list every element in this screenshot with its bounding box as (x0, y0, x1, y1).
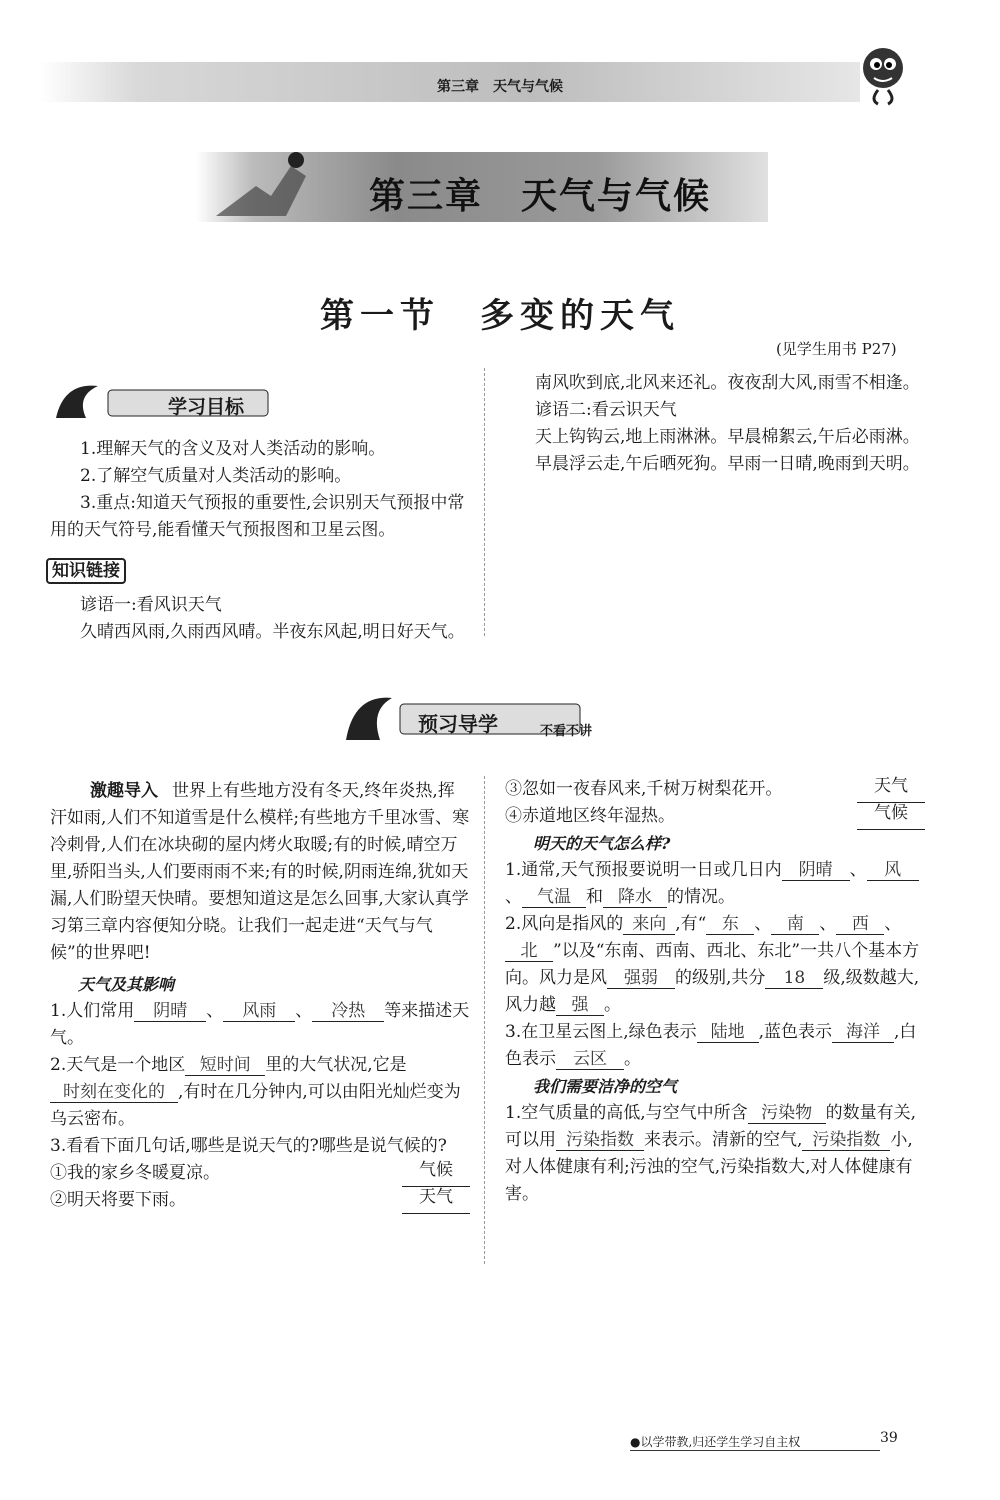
knowledge-right (505, 370, 925, 478)
impact-item (50, 1160, 470, 1187)
q-text: 、 (505, 887, 522, 907)
answer-blank: 阴晴 (782, 860, 850, 881)
mascot-icon (848, 38, 918, 108)
intro-text: 世界上有些地方没有冬天,终年炎热,挥汗如雨,人们不知道雪是什么模样;有些地方千里冰雪、寒冷刺骨,人们在冰块砌的屋内烤火取暖;有的时候,晴空万里,骄阳当头,人们要雨雨不来;有的时候,阴雨连绵,犹如天漏,人们盼望天快晴。要想知道这是怎么回事,大家认真学习第三章内容便知分晓。让我们一起走进“天气与气候”的世界吧! (50, 781, 470, 963)
tomorrow-q1 (505, 857, 925, 911)
q-text: 1.通常,天气预报要说明一日或几日内 (505, 860, 782, 880)
q-text: 的情况。 (667, 887, 735, 907)
answer-blank: 天气 (402, 1187, 470, 1214)
goal-item: 3.重点:知道天气预报的重要性,会识别天气预报中常用的天气符号,能看懂天气预报图和卫星云图。 (50, 493, 465, 540)
q-text: ,有时在几分钟内,可以由阳光灿烂变为乌云密布。 (50, 1082, 461, 1129)
page-number: 39 (880, 1430, 898, 1446)
answer-blank: 气温 (522, 887, 586, 908)
q-text: 2.天气是一个地区 (50, 1055, 186, 1075)
q-text: 、 (849, 860, 867, 880)
book-reference: (见学生用书 P27) (776, 340, 897, 358)
intro-label: 激趣导入 (90, 781, 158, 801)
preview-heading: 预习导学 (418, 712, 498, 736)
answer-blank: 陆地 (697, 1022, 759, 1043)
proverb1-text: 久晴西风雨,久雨西风晴。半夜东风起,明日好天气。 (80, 622, 465, 642)
right-column (505, 776, 925, 1208)
q-text: 的数量有关,可以用 (505, 1103, 917, 1150)
impact-item (50, 1187, 470, 1214)
q-text: ,有“ (675, 914, 707, 934)
answer-blank: 污染指数 (802, 1130, 890, 1151)
answer-blank: 时刻在变化的 (50, 1082, 178, 1103)
answer-blank: 北 (505, 941, 553, 962)
knowledge-heading-box (46, 558, 126, 584)
impact-q3: 3.看看下面几句话,哪些是说天气的?哪些是说气候的? (50, 1136, 447, 1156)
goals-heading: 学习目标 (168, 396, 245, 418)
tomorrow-q3 (505, 1019, 925, 1073)
q-text: 。 (604, 995, 621, 1015)
answer-blank: 天气 (857, 776, 925, 803)
item-text: ①我的家乡冬暖夏凉。 (50, 1163, 220, 1183)
q-text: 3.在卫星云图上,绿色表示 (505, 1022, 697, 1042)
q-text: 、 (206, 1001, 224, 1021)
goals-banner (50, 378, 270, 422)
answer-blank: 强弱 (607, 968, 675, 989)
answer-blank: 来向 (623, 914, 675, 935)
q-text: 。 (624, 1049, 641, 1069)
q-text: 等来描述天气。 (50, 1001, 470, 1048)
knowledge-left (50, 592, 470, 646)
answer-blank: 南 (771, 914, 819, 935)
answer-blank: 东 (706, 914, 754, 935)
weather-impact-heading: 天气及其影响 (78, 975, 175, 994)
goal-item: 1.理解天气的含义及对人类活动的影响。 (80, 439, 386, 459)
answer-blank: 降水 (603, 887, 667, 908)
impact-item (505, 803, 925, 830)
clean-air-heading: 我们需要洁净的空气 (533, 1077, 678, 1096)
flame-icon (340, 688, 660, 744)
answer-blank: 18 (765, 968, 823, 989)
proverb2-title: 谚语二:看云识天气 (535, 400, 677, 420)
answer-blank: 气候 (402, 1160, 470, 1187)
answer-blank: 云区 (556, 1049, 624, 1070)
column-divider (484, 776, 485, 1264)
clean-air-q1 (505, 1100, 925, 1208)
left-column (50, 778, 470, 1214)
q-text: 、 (295, 1001, 313, 1021)
q-text: 的级别,共分 (675, 968, 766, 988)
running-title: 第三章 天气与气候 (437, 79, 563, 95)
proverb2-text: 天上钩钩云,地上雨淋淋。早晨棉絮云,午后必雨淋。 (535, 427, 920, 447)
impact-item (505, 776, 925, 803)
item-text: ④赤道地区终年湿热。 (505, 806, 675, 826)
q-text: 级,级数越大,风力越 (505, 968, 920, 1015)
goal-item: 2.了解空气质量对人类活动的影响。 (80, 466, 352, 486)
tomorrow-q2: 2.风向是指风的 来向 ,有“ 东 、 南 、 西 、北 ”以及“东南、西南、西北、东北”一共八个基本方向。风力是风 强弱 的级别,共分 18 级,级数越大,风力越 强 。 (505, 914, 920, 1015)
impact-q1 (50, 998, 470, 1052)
answer-blank: 强 (556, 995, 604, 1016)
q-text: ,蓝色表示 (758, 1022, 833, 1042)
answer-blank: 风雨 (223, 1001, 295, 1022)
footer-slogan: ●以学带教,归还学生学习自主权 (630, 1435, 801, 1449)
preview-banner (340, 688, 660, 744)
impact-q2 (50, 1052, 470, 1133)
answer-blank: 阴晴 (134, 1001, 206, 1022)
answer-blank: 污染指数 (556, 1130, 644, 1151)
proverb2-text2: 早晨浮云走,午后晒死狗。早雨一日晴,晚雨到天明。 (535, 454, 920, 474)
runner-figure-icon (196, 146, 326, 226)
answer-blank: 西 (836, 914, 884, 935)
column-divider (484, 368, 485, 636)
q-text: 来表示。清新的空气, (644, 1130, 803, 1150)
item-text: ②明天将要下雨。 (50, 1190, 186, 1210)
goals-list (50, 436, 470, 544)
q-text: 小,对人体健康有利;污浊的空气,污染指数大,对人体健康有害。 (505, 1130, 913, 1204)
item-text: ③忽如一夜春风来,千树万树梨花开。 (505, 779, 783, 799)
chapter-title: 第三章 天气与气候 (368, 175, 711, 217)
tomorrow-heading: 明天的天气怎么样? (533, 834, 671, 853)
answer-blank: 短时间 (185, 1055, 265, 1076)
q-text: 和 (586, 887, 603, 907)
knowledge-heading: 知识链接 (46, 558, 126, 584)
proverb1-title: 谚语一:看风识天气 (80, 595, 222, 615)
proverb1-text2: 南风吹到底,北风来还礼。夜夜刮大风,雨雪不相逢。 (535, 373, 920, 393)
answer-blank: 冷热 (312, 1001, 384, 1022)
preview-tag: 不看不讲 (540, 724, 593, 739)
answer-blank: 气候 (857, 803, 925, 830)
q-text: 1.空气质量的高低,与空气中所含 (505, 1103, 748, 1123)
intro-paragraph (50, 778, 470, 967)
q-text: ,白色表示 (505, 1022, 917, 1069)
footer-rule (630, 1450, 880, 1451)
answer-blank: 风 (867, 860, 919, 881)
section-title: 第一节 多变的天气 (320, 296, 680, 336)
q-text: 2.风向是指风的 (505, 914, 624, 934)
answer-blank: 污染物 (748, 1103, 826, 1124)
q-text: 1.人们常用 (50, 1001, 135, 1021)
q-text: 里的大气状况,它是 (265, 1055, 407, 1075)
answer-blank: 海洋 (832, 1022, 894, 1043)
q-text: ”以及“东南、西南、西北、东北”一共八个基本方向。风力是风 (505, 941, 920, 988)
